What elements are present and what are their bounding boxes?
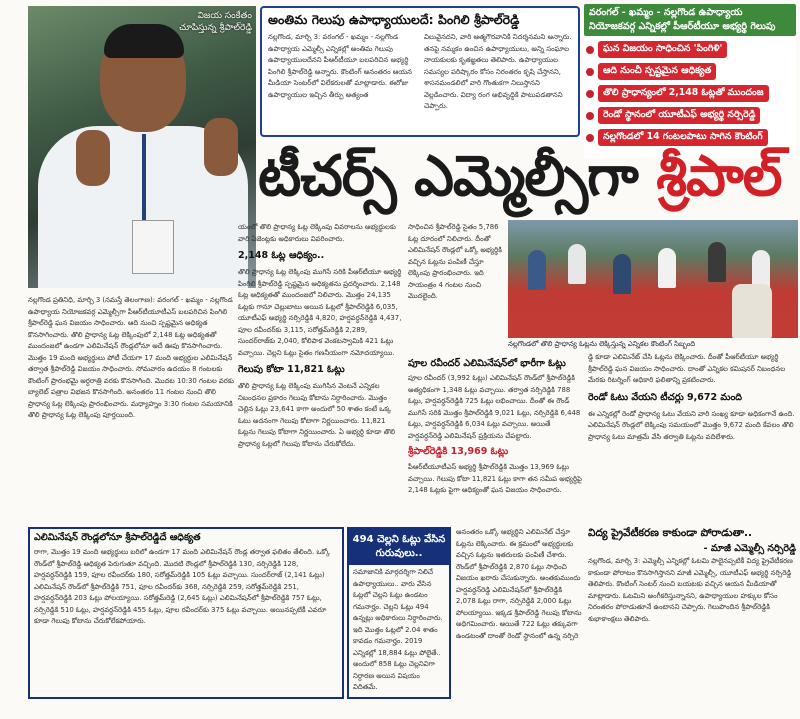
middle-col1-top: యంలో తొలి ప్రాధాన్య ఓట్ల లెక్కింపు వివరాలను అభ్యర్థులకు వారి ఏజెంట్లకు అధికారులు వివరించారు. <box>238 223 396 243</box>
right-bottom-story <box>588 527 796 699</box>
top-story-col1: నల్లగొండ, మార్చి 3: వరంగల్ - ఖమ్మం - నల్లగొండ ఉపాధ్యాయ ఎమ్మెల్సీ ఎన్నికల్లో అంతిమ గెలుపు ఉపాధ్యాయులదేనని పీఆర్‌టీయూ బలపరిచిన అభ్యర్థి పింగిలి శ్రీపాల్‌రెడ్డి అన్నారు. కౌంటింగ్ అనంతరం ఆయన మీడియా సెంటర్‌లో విలేకరులతో మాట్లాడారు. ఈరోజు ఉపాధ్యాయుల ఇచ్చిన తీర్పు అత్యంత <box>268 33 412 99</box>
highlights-box <box>584 4 796 158</box>
highlight-item: నల్లగొండలో 14 గంటలపాటు సాగిన కౌంటింగ్ <box>586 129 796 146</box>
middle-column-3: అనంతరం ఒక్కో అభ్యర్థిని ఎలిమినేట్ చేస్తూ ఓట్లను లెక్కించారు. ఈ క్రమంలో అభ్యర్థులకు వచ్చిన ఓట్లను ఇతరులకు పంపిణీ చేశారు. రౌండ్‌లో శ్రీపాల్‌రెడ్డికి 2,870 ఓట్లు సాధించి విజయం ఖరారు చేసుకున్నారు. అంతకుముందు హర్షవర్ధన్‌రెడ్డి ఎలిమినేషన్‌లో శ్రీపాల్‌రెడ్డికి 2,078 ఓట్లు రాగా, నర్సిరెడ్డికి 2,000 ఓట్లు పోలయ్యాయి. ఇక్కడ శ్రీపాల్‌రెడ్డి గెలుపు కోటాను అధిగమించారు. అయితే 722 ఓట్లు తక్కువగా ఉండటంతో దాంతో రెండో స్థానంలో ఉన్న నర్సిరె <box>456 528 582 640</box>
middle-col2-body2: పీఆర్‌టీయూటీఎస్ అభ్యర్థి శ్రీపాల్‌రెడ్డికి మొత్తం 13,969 ఓట్లు వచ్చాయి. గెలుపు కోటా 11,821 ఓట్లు కాగా తన సమీప అభ్యర్థిపై 2,148 ఓట్లకు పైగా ఆధిక్యంతో ఘన విజయం సాధించారు. <box>408 463 582 494</box>
counting-photo <box>508 220 798 338</box>
right-column <box>588 352 796 524</box>
bullet-icon <box>586 68 594 76</box>
main-headline-part2: శ్రీపాల్ <box>656 144 782 209</box>
top-story-headline: అంతిమ గెలుపు ఉపాధ్యాయులదే: పింగిలి శ్రీపాల్‌రెడ్డి <box>268 12 520 27</box>
photo-right-thumb <box>204 118 238 176</box>
photo-lanyard <box>142 134 146 224</box>
bullet-icon <box>586 112 594 120</box>
photo-id-badge <box>132 220 174 274</box>
photo-person <box>708 242 726 282</box>
elimination-box-body: రాగా, మొత్తం 19 మంది అభ్యర్థులు బరిలో ఉండగా 17 మంది ఎలిమినేషన్ రౌండ్ల తర్వాత ఫలితం తేలింది. ఒక్కో రౌండ్‌లో శ్రీపాల్‌రెడ్డి ఆధిక్యత పెరుగుతూ వచ్చింది. మొదటి రౌండ్లలో శ్రీపాల్‌రెడ్డికి 130, నర్సిరెడ్డికి 128, హర్షవర్ధన్‌రెడ్డికి 159, పూల రవీందర్‌కు 180, సరోత్తమ్‌రెడ్డికి 105 ఓట్లు వచ్చాయి. సుందర్‌రాజ్ (2,141 ఓట్లు) ఎలిమినేషన్ రౌండ్‌లో శ్రీపాల్‌రెడ్డికి 751, పూల రవీందర్‌కు 368, నర్సిరెడ్డికి 259, సరోత్తమ్‌రెడ్డికి 251, హర్షవర్ధన్‌రెడ్డికి 203 ఓట్లు పోలయ్యాయి. సరోత్తమ్‌రెడ్డి (2,645 ఓట్లు) ఎలిమినేషన్‌లో శ్రీపాల్‌రెడ్డికి 757 ఓట్లు, నర్సిరెడ్డికి 510 ఓట్లు, హర్షవర్ధన్‌రెడ్డికి 455 ఓట్లు, పూల రవీందర్‌కు 375 ఓట్లు వచ్చాయి. అయినప్పటికీ ఎవరూ కూడా గెలుపు కోటాను చేరుకోలేకపోయారు. <box>34 548 331 625</box>
middle-column-2b <box>408 355 584 525</box>
middle-col1-subhead2: గెలుపు కోటా 11,821 ఓట్లు <box>238 364 345 375</box>
invalid-votes-body: సమాజానికి మార్గదర్శిగా నిలిచే ఉపాధ్యాయులు.. వారు వేసిన ఓట్లలో చెల్లని ఓట్లు ఉండటం గమనార్హం. చెల్లని ఓట్లు 494 ఉన్నట్లు అధికారులు నిర్ధారించారు. ఇది మొత్తం ఓట్లలో 2.04 శాతం కావడం గమనార్హం. 2019 ఎన్నికల్లో 18,884 ఓట్లు పోలైతే.. అందులో 858 ఓట్లు చెల్లనివిగా నిర్ధారణ అయిన విషయం విదితమే. <box>353 568 443 691</box>
invalid-votes-title: 494 చెల్లని ఓట్లు వేసిన గురువులు.. <box>349 529 449 565</box>
right-bottom-sub: - మాజీ ఎమ్మెల్సీ నర్సిరెడ్డి <box>703 543 796 554</box>
elimination-box-title: ఎలిమినేషన్ రౌండ్లలోనూ శ్రీపాల్‌రెడ్డిదే ఆధిక్యత <box>34 532 201 543</box>
bullet-icon <box>586 90 594 98</box>
elimination-box <box>28 527 344 699</box>
middle-column-1 <box>238 222 404 524</box>
highlight-item: తొలి ప్రాధాన్యంలో 2,148 ఓట్లతో ముందంజ <box>586 85 796 102</box>
photo-person <box>658 248 676 288</box>
highlights-title: వరంగల్ - ఖమ్మం - నల్లగొండ ఉపాధ్యాయ నియోజకవర్గ ఎన్నికల్లో పీఆర్‌టీయూ అభ్యర్థి గెలుపు <box>584 4 796 36</box>
right-bottom-heading: విద్య ప్రైవేటీకరణ కాకుండా పోరాడుతా.. <box>588 527 752 539</box>
bullet-icon <box>586 46 594 54</box>
highlight-item: ఆది నుంచీ స్పష్టమైన ఆధిక్యత <box>586 63 796 80</box>
main-headline-part1: టీచర్స్ ఎమ్మెల్సీగా <box>258 144 657 209</box>
right-col-top: డ్డి కూడా ఎలిమినేట్ చేసి ఓట్లను లెక్కించారు. దీంతో పీఆర్‌టీయూ అభ్యర్థి శ్రీపాల్‌రెడ్డి ఘన విజయం సాధించారు. దాంతో ఎన్నికల కమిషనర్ నిబంధనల మేరకు రిటర్నింగ్ అధికారి ఫలితాన్ని ప్రకటించారు. <box>588 353 786 384</box>
right-bottom-body: నల్లగొండ, మార్చి 3: ఎమ్మెల్సీ ఎన్నికల్లో ఓటమి పాలైనప్పటికీ విద్య ప్రైవేటీకరణ కాకుండా పోరాటం కొనసాగిస్తానని మాజీ ఎమ్మెల్సీ, యూటీఎఫ్ అభ్యర్థి నర్సిరెడ్డి తెలిపారు. కౌంటింగ్ సెంటర్ నుంచి బయటకు వచ్చిన ఆయన మీడియాతో మాట్లాడారు. ఓటమిని అంగీకరిస్తున్నానని, ఉపాధ్యాయుల హక్కుల కోసం నిరంతరం పోరాడుతూనే ఉంటానని చెప్పారు. గెలుపొందిన శ్రీపాల్‌రెడ్డికి శుభాకాంక్షలు తెలిపారు. <box>588 557 793 623</box>
middle-col2-body: పూల రవీందర్ (3,992 ఓట్లు) ఎలిమినేషన్ రౌండ్‌లో శ్రీపాల్‌రెడ్డికి అత్యధికంగా 1,348 ఓట్లు వచ్చాయి. తర్వాత నర్సిరెడ్డికి 788 ఓట్లు, హర్షవర్ధన్‌రెడ్డికి 725 ఓట్లు లభించాయి. దీంతో ఈ రౌండ్ ముగిసే సరికి మొత్తం శ్రీపాల్‌రెడ్డికి 9,021 ఓట్లు, నర్సిరెడ్డికి 6,448 ఓట్లు, హర్షవర్ధన్‌రెడ్డికి 6,034 ఓట్లు వచ్చాయి. అయితే హర్షవర్ధన్‌రెడ్డి ఎలిమినేషన్ ప్రక్రియను చేపట్టారు. <box>408 374 581 440</box>
invalid-votes-box <box>347 527 451 699</box>
main-headline <box>258 140 798 214</box>
photo-person <box>613 254 631 294</box>
highlight-item: రెండో స్థానంలో యూటీఎఫ్ అభ్యర్థి నర్సిరెడ్డి <box>586 107 796 124</box>
middle-col2-subhead2: శ్రీపాల్‌రెడ్డికి 13,969 ఓట్లు <box>408 446 509 457</box>
middle-col2-top: సాధించిన శ్రీపాల్‌రెడ్డి సైతం 5,786 ఓట్ల దూరంలో నిలిచారు. దీంతో ఎలిమినేషన్ రౌండ్లలో ఒక్కో అభ్యర్థికి వచ్చిన ఓట్లను పంపిణీ చేస్తూ లెక్కింపు ప్రారంభించారు. ఇది సాయంత్రం 4 గంటల నుంచి మొదలైంది. <box>408 223 502 300</box>
middle-col1-body2: తొలి ప్రాధాన్య ఓట్ల లెక్కింపు ముగిసిన వెంటనే ఎన్నికల నిబంధనల ప్రకారం గెలుపు కోటాను నిర్ధారించారు. మొత్తం చెల్లిన ఓట్లు 23,641 కాగా అందులో 50 శాతం కంటే ఒక్క ఓటు అదనంగా గెలుపు కోటాగా నిర్ణయించారు. 11,821 ఓట్లను గెలుపు కోటాగా నిర్ణయించారు. ఏ అభ్యర్థి కూడా తొలి ప్రాధాన్య ఓట్లలో గెలుపు కోటాను చేరుకోలేదు. <box>238 382 396 448</box>
top-story-col2: విలువైనదని, వారి ఆత్మగౌరవానికి నిదర్శనమని అన్నారు. తనపై నమ్మకం ఉంచిన ఉపాధ్యాయులు, అన్ని సంఘాల నాయకులకు కృతజ్ఞతలు తెలిపారు. ఉపాధ్యాయుల సమస్యల పరిష్కారం కోసం నిరంతరం కృషి చేస్తానని, శాసనమండలిలో వారి గొంతుకగా నిలుస్తానని వెల్లడించారు. విద్యా రంగ అభివృద్ధికి పాటుపడతానని చెప్పారు. <box>424 33 572 110</box>
photo-person <box>568 244 586 284</box>
candidate-photo <box>28 6 256 288</box>
lede-column: నల్లగొండ ప్రతినిధి, మార్చి 3 (నమస్తే తెలంగాణ): వరంగల్ - ఖమ్మం - నల్లగొండ ఉపాధ్యాయ నియోజకవర్గ ఎమ్మెల్సీగా పీఆర్‌టీయూటీఎస్ బలపరిచిన పింగిలి శ్రీపాల్‌రెడ్డి ఘన విజయం సాధించారు. ఆది నుంచి స్పష్టమైన ఆధిక్యత కొనసాగించారు. తొలి ప్రాధాన్య ఓట్ల లెక్కింపులో 2,148 ఓట్ల ఆధిక్యతతో ముందంజలో ఉండగా ఎలిమినేషన్ రౌండ్లలోనూ అదే ఊపు కొనసాగించారు. మొత్తం 19 మంది అభ్యర్థులు పోటీ చేయగా 17 మంది అభ్యర్థుల ఎలిమినేషన్ తర్వాత శ్రీపాల్‌రెడ్డి విజయం సాధించారు. సోమవారం ఉదయం 8 గంటలకు కౌంటింగ్ ప్రారంభమై అర్ధరాత్రి వరకు కొనసాగింది. మొదట 10:30 గంటల వరకు బ్యాలెట్ పత్రాల విభజన కొనసాగింది. అనంతరం 11 గంటల నుంచి తొలి ప్రాధాన్య ఓట్ల లెక్కింపు ప్రారంభించారు. మధ్యాహ్నం 3:30 గంటల సమయానికి తొలి ప్రాధాన్య ఓట్ల లెక్కింపు పూర్తయింది. <box>28 296 234 419</box>
right-col-body: ఈ ఎన్నికల్లో రెండో ప్రాధాన్య ఓటు వేయని వారి సంఖ్య కూడా అధికంగానే ఉంది. ఎలిమినేషన్ రౌండ్లలో లెక్కింపు సమయంలో మొత్తం 9,672 మంది కేవలం తొలి ప్రాధాన్య ఓటు మాత్రమే వేసి తర్వాతి ఓట్లను వదిలేశారు. <box>588 409 795 441</box>
top-story-box <box>260 6 580 137</box>
middle-col2-subhead: పూల రవీందర్ ఎలిమినేషన్‌లో భారీగా ఓట్లు <box>408 358 566 369</box>
photo-person <box>528 250 546 290</box>
photo-caption <box>179 10 252 34</box>
right-col-subhead: రెండో ఓటు వేయని టీచర్లు 9,672 మంది <box>588 391 742 403</box>
photo-left-thumb <box>76 130 110 186</box>
photo-caption-line1: విజయ సంకేతం <box>197 11 252 21</box>
highlight-item: ఘన విజయం సాధించిన 'పింగిళి' <box>586 41 796 58</box>
photo-person <box>732 284 772 338</box>
middle-col1-subhead: 2,148 ఓట్ల ఆధిక్యం.. <box>238 250 325 261</box>
counting-photo-caption: నల్లగొండలో తొలి ప్రాధాన్య ఓట్లను లెక్కిస్తున్న ఎన్నికల కౌంటింగ్ సిబ్బంది <box>508 340 696 348</box>
photo-caption-line2: చూపిస్తున్న శ్రీపాల్‌రెడ్డి <box>179 23 252 33</box>
middle-col1-body: తొలి ప్రాధాన్య ఓట్ల లెక్కింపు ముగిసే సరికి పీఆర్‌టీయూ అభ్యర్థి పింగిలి శ్రీపాల్‌రెడ్డి స్పష్టమైన ఆధిక్యతను ప్రదర్శించారు. 2,148 ఓట్ల ఆధిక్యతతో ముందంజలో నిలిచారు. మొత్తం 24,135 ఓట్లకు గానూ చెల్లుబాటు అయిన ఓట్లలో శ్రీపాల్‌రెడ్డికి 6,035, యూటీఎఫ్ అభ్యర్థి నర్సిరెడ్డికి 4,820, హర్షవర్ధన్‌రెడ్డికి 4,437, పూల రవీందర్‌కు 3,115, సరోత్తమ్‌రెడ్డికి 2,289, సుందర్‌రాజ్‌కు 2,040, కోలిపాక వెంకటస్వామికి 421 ఓట్లు వచ్చాయి. చెల్లని ఓట్లు సైతం గణనీయంగా నమోదయ్యాయి. <box>238 268 402 357</box>
photo-hair <box>104 24 184 58</box>
